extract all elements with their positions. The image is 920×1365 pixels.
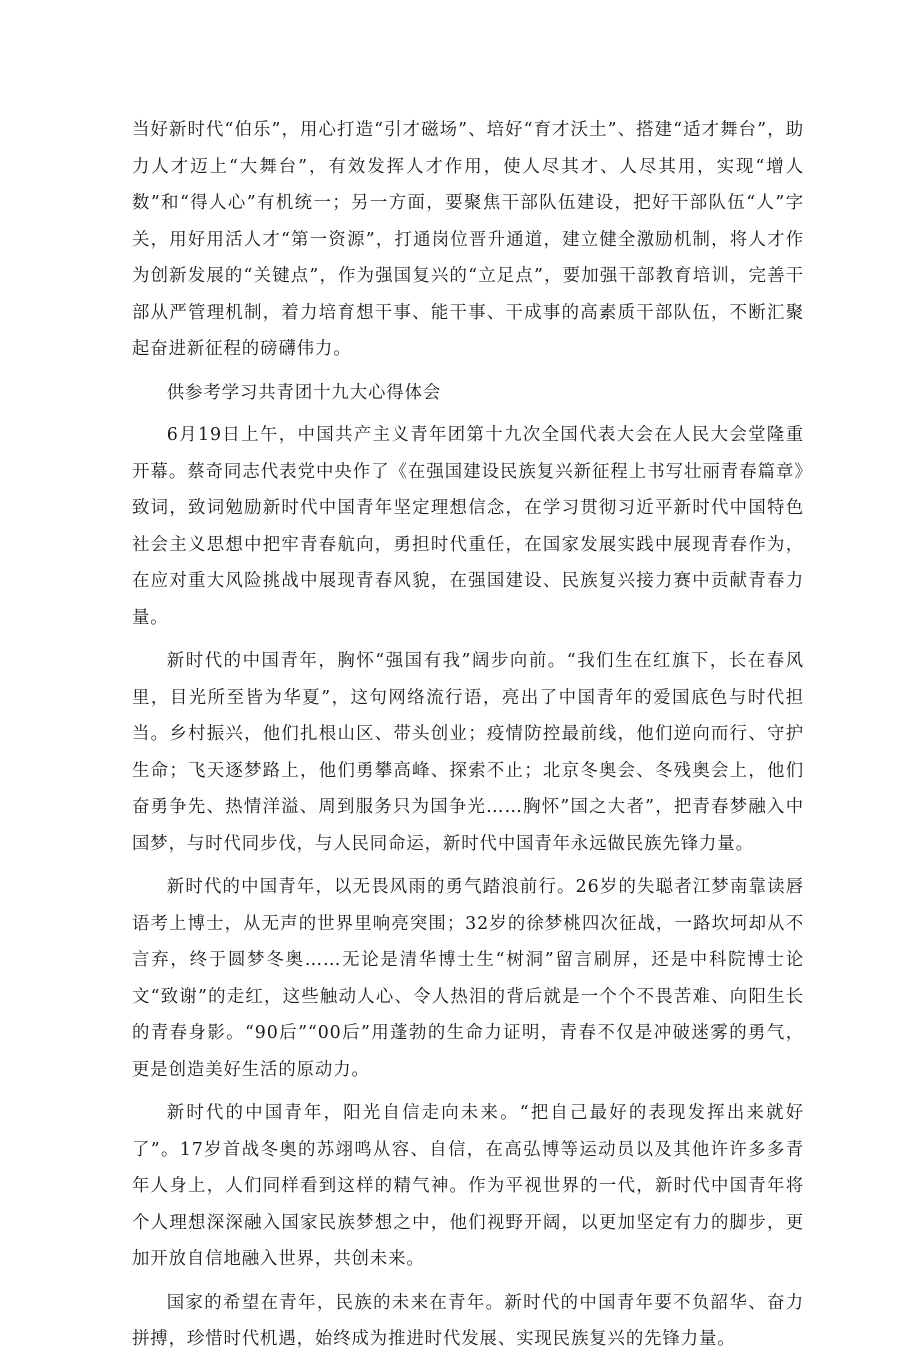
paragraph-conclusion: 国家的希望在青年，民族的未来在青年。新时代的中国青年要不负韶华、奋力拼搏，珍惜时代机遇，始终成为推进时代发展、实现民族复兴的先锋力量。 [132, 1292, 804, 1349]
paragraph-opening: 6月19日上午，中国共产主义青年团第十九次全国代表大会在人民大会堂隆重开幕。蔡奇同志代表党中央作了《在强国建设民族复兴新征程上书写壮丽青春篇章》致词，致词勉励新时代中国青年坚定理想信念，在学习贯彻习近平新时代中国特色社会主义思想中把牢青春航向，勇担时代重任，在国家发展实践中展现青春作为，在应对重大风险挑战中展现青春风貌，在强国建设、民族复兴接力赛中贡献青春力量。 [132, 425, 804, 628]
document-body [132, 112, 804, 1365]
paragraph-patriotism: 新时代的中国青年，胸怀“强国有我”阔步向前。“我们生在红旗下，长在春风里，目光所至皆为华夏”，这句网络流行语，亮出了中国青年的爱国底色与时代担当。乡村振兴，他们扎根山区、带头创业；疫情防控最前线，他们逆向而行、守护生命；飞天逐梦路上，他们勇攀高峰、探索不止；北京冬奥会、冬残奥会上，他们奋勇争先、热情洋溢、周到服务只为国争光……胸怀”国之大者”，把青春梦融入中国梦，与时代同步伐，与人民同命运，新时代中国青年永远做民族先锋力量。 [132, 651, 804, 854]
section-heading: 供参考学习共青团十九大心得体会 [166, 382, 442, 403]
paragraph-courage: 新时代的中国青年，以无畏风雨的勇气踏浪前行。26岁的失聪者江梦南靠读唇语考上博士，从无声的世界里响亮突围；32岁的徐梦桃四次征战，一路坎坷却从不言弃，终于圆梦冬奥……无论是清华博士生“树洞”留言刷屏，还是中科院博士论文“致谢”的走红，这些触动人心、令人热泪的背后就是一个个不畏苦难、向阳生长的青春身影。“90后”“00后”用蓬勃的生命力证明，青春不仅是冲破迷雾的勇气，更是创造美好生活的原动力。 [132, 877, 804, 1080]
paragraph-continuation: 当好新时代“伯乐”，用心打造“引才磁场”、培好“育才沃土”、搭建“适才舞台”，助力人才迈上“大舞台”，有效发挥人才作用，使人尽其才、人尽其用，实现“增人数”和“得人心”有机统一；另一方面，要聚焦干部队伍建设，把好干部队伍“人”字关，用好用活人才“第一资源”，打通岗位晋升通道，建立健全激励机制，将人才作为创新发展的“关键点”，作为强国复兴的“立足点”，要加强干部教育培训，完善干部从严管理机制，着力培育想干事、能干事、干成事的高素质干部队伍，不断汇聚起奋进新征程的磅礴伟力。 [132, 120, 804, 359]
paragraph-confidence: 新时代的中国青年，阳光自信走向未来。“把自己最好的表现发挥出来就好了”。17岁首战冬奥的苏翊鸣从容、自信，在高弘博等运动员以及其他许许多多青年人身上，人们同样看到这样的精气神。作为平视世界的一代，新时代中国青年将个人理想深深融入国家民族梦想之中，他们视野开阔，以更加坚定有力的脚步，更加开放自信地融入世界，共创未来。 [132, 1103, 804, 1269]
